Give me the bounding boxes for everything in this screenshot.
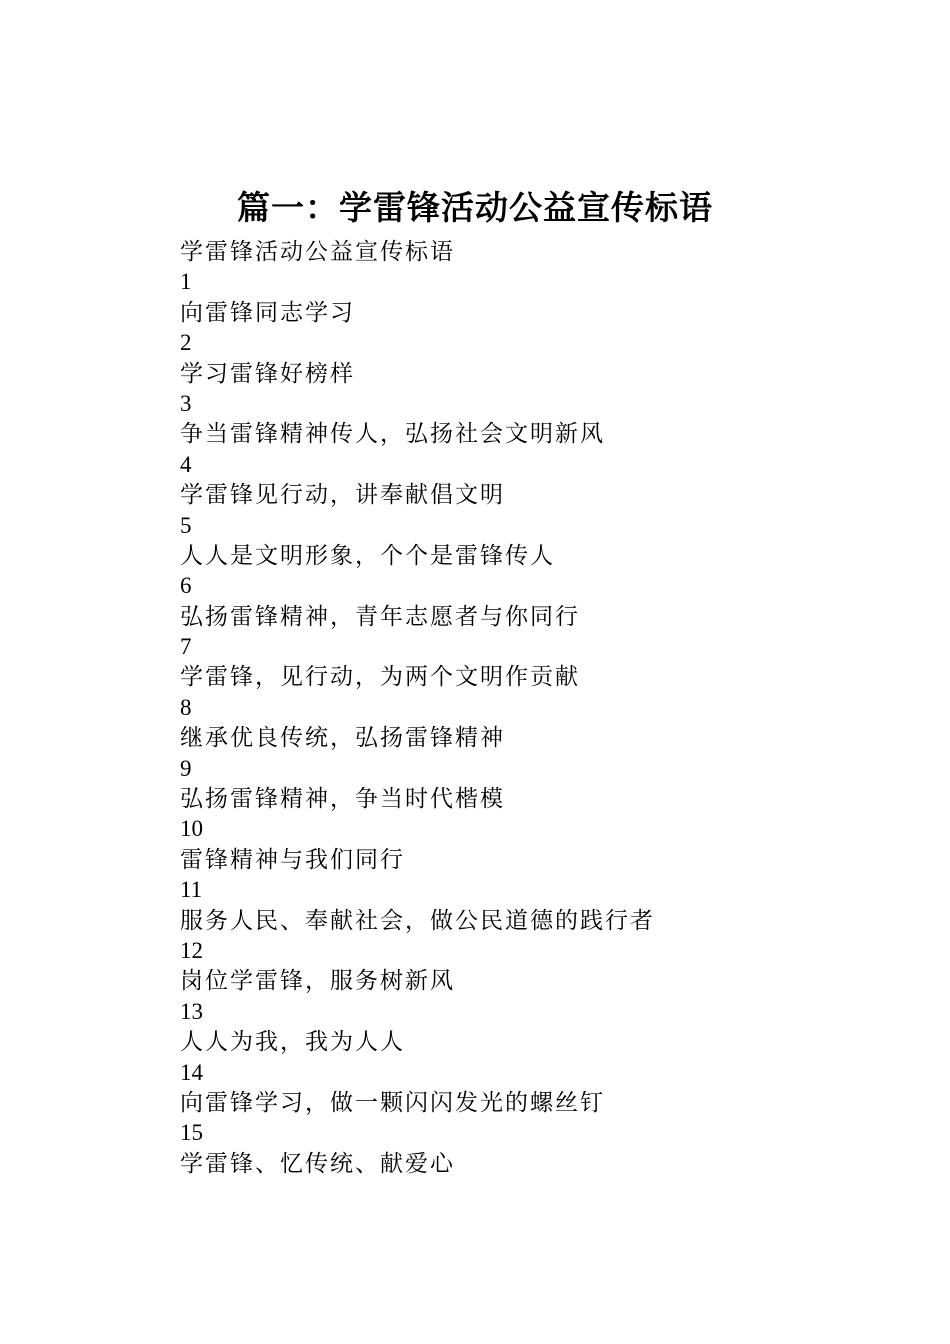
slogan-text: 学习雷锋好榜样 bbox=[180, 360, 355, 387]
slogan-number: 7 bbox=[180, 634, 192, 660]
slogan-text: 争当雷锋精神传人，弘扬社会文明新风 bbox=[180, 421, 605, 448]
slogan-text: 岗位学雷锋，服务树新风 bbox=[180, 968, 455, 995]
slogan-text: 弘扬雷锋精神，争当时代楷模 bbox=[180, 786, 505, 813]
slogan-number: 5 bbox=[180, 512, 192, 538]
slogan-number: 2 bbox=[180, 330, 192, 356]
slogan-text: 弘扬雷锋精神，青年志愿者与你同行 bbox=[180, 603, 580, 630]
slogan-text: 人人为我，我为人人 bbox=[180, 1029, 405, 1056]
slogan-text: 雷锋精神与我们同行 bbox=[180, 846, 405, 873]
slogan-number: 1 bbox=[180, 269, 192, 295]
slogan-text: 学雷锋，见行动，为两个文明作贡献 bbox=[180, 664, 580, 691]
slogan-text: 人人是文明形象，个个是雷锋传人 bbox=[180, 542, 555, 569]
slogan-number: 14 bbox=[180, 1059, 203, 1085]
slogan-number: 15 bbox=[180, 1120, 203, 1146]
slogan-text: 学雷锋见行动，讲奉献倡文明 bbox=[180, 482, 505, 509]
slogan-number: 8 bbox=[180, 694, 192, 720]
slogan-number: 12 bbox=[180, 937, 203, 963]
slogan-list bbox=[180, 237, 880, 1179]
slogan-text: 继承优良传统，弘扬雷锋精神 bbox=[180, 725, 505, 752]
document-subtitle: 学雷锋活动公益宣传标语 bbox=[180, 239, 455, 265]
slogan-text: 服务人民、奉献社会，做公民道德的践行者 bbox=[180, 907, 655, 934]
slogan-number: 10 bbox=[180, 816, 203, 842]
document-title: 篇一：学雷锋活动公益宣传标语 bbox=[237, 188, 713, 227]
slogan-number: 13 bbox=[180, 998, 203, 1024]
slogan-number: 6 bbox=[180, 573, 192, 599]
slogan-text: 向雷锋同志学习 bbox=[180, 299, 355, 326]
slogan-number: 11 bbox=[180, 877, 203, 903]
slogan-number: 4 bbox=[180, 451, 192, 477]
slogan-text: 向雷锋学习，做一颗闪闪发光的螺丝钉 bbox=[180, 1089, 605, 1116]
slogan-text: 学雷锋、忆传统、献爱心 bbox=[180, 1150, 455, 1177]
slogan-number: 9 bbox=[180, 755, 192, 781]
slogan-number: 3 bbox=[180, 390, 192, 416]
